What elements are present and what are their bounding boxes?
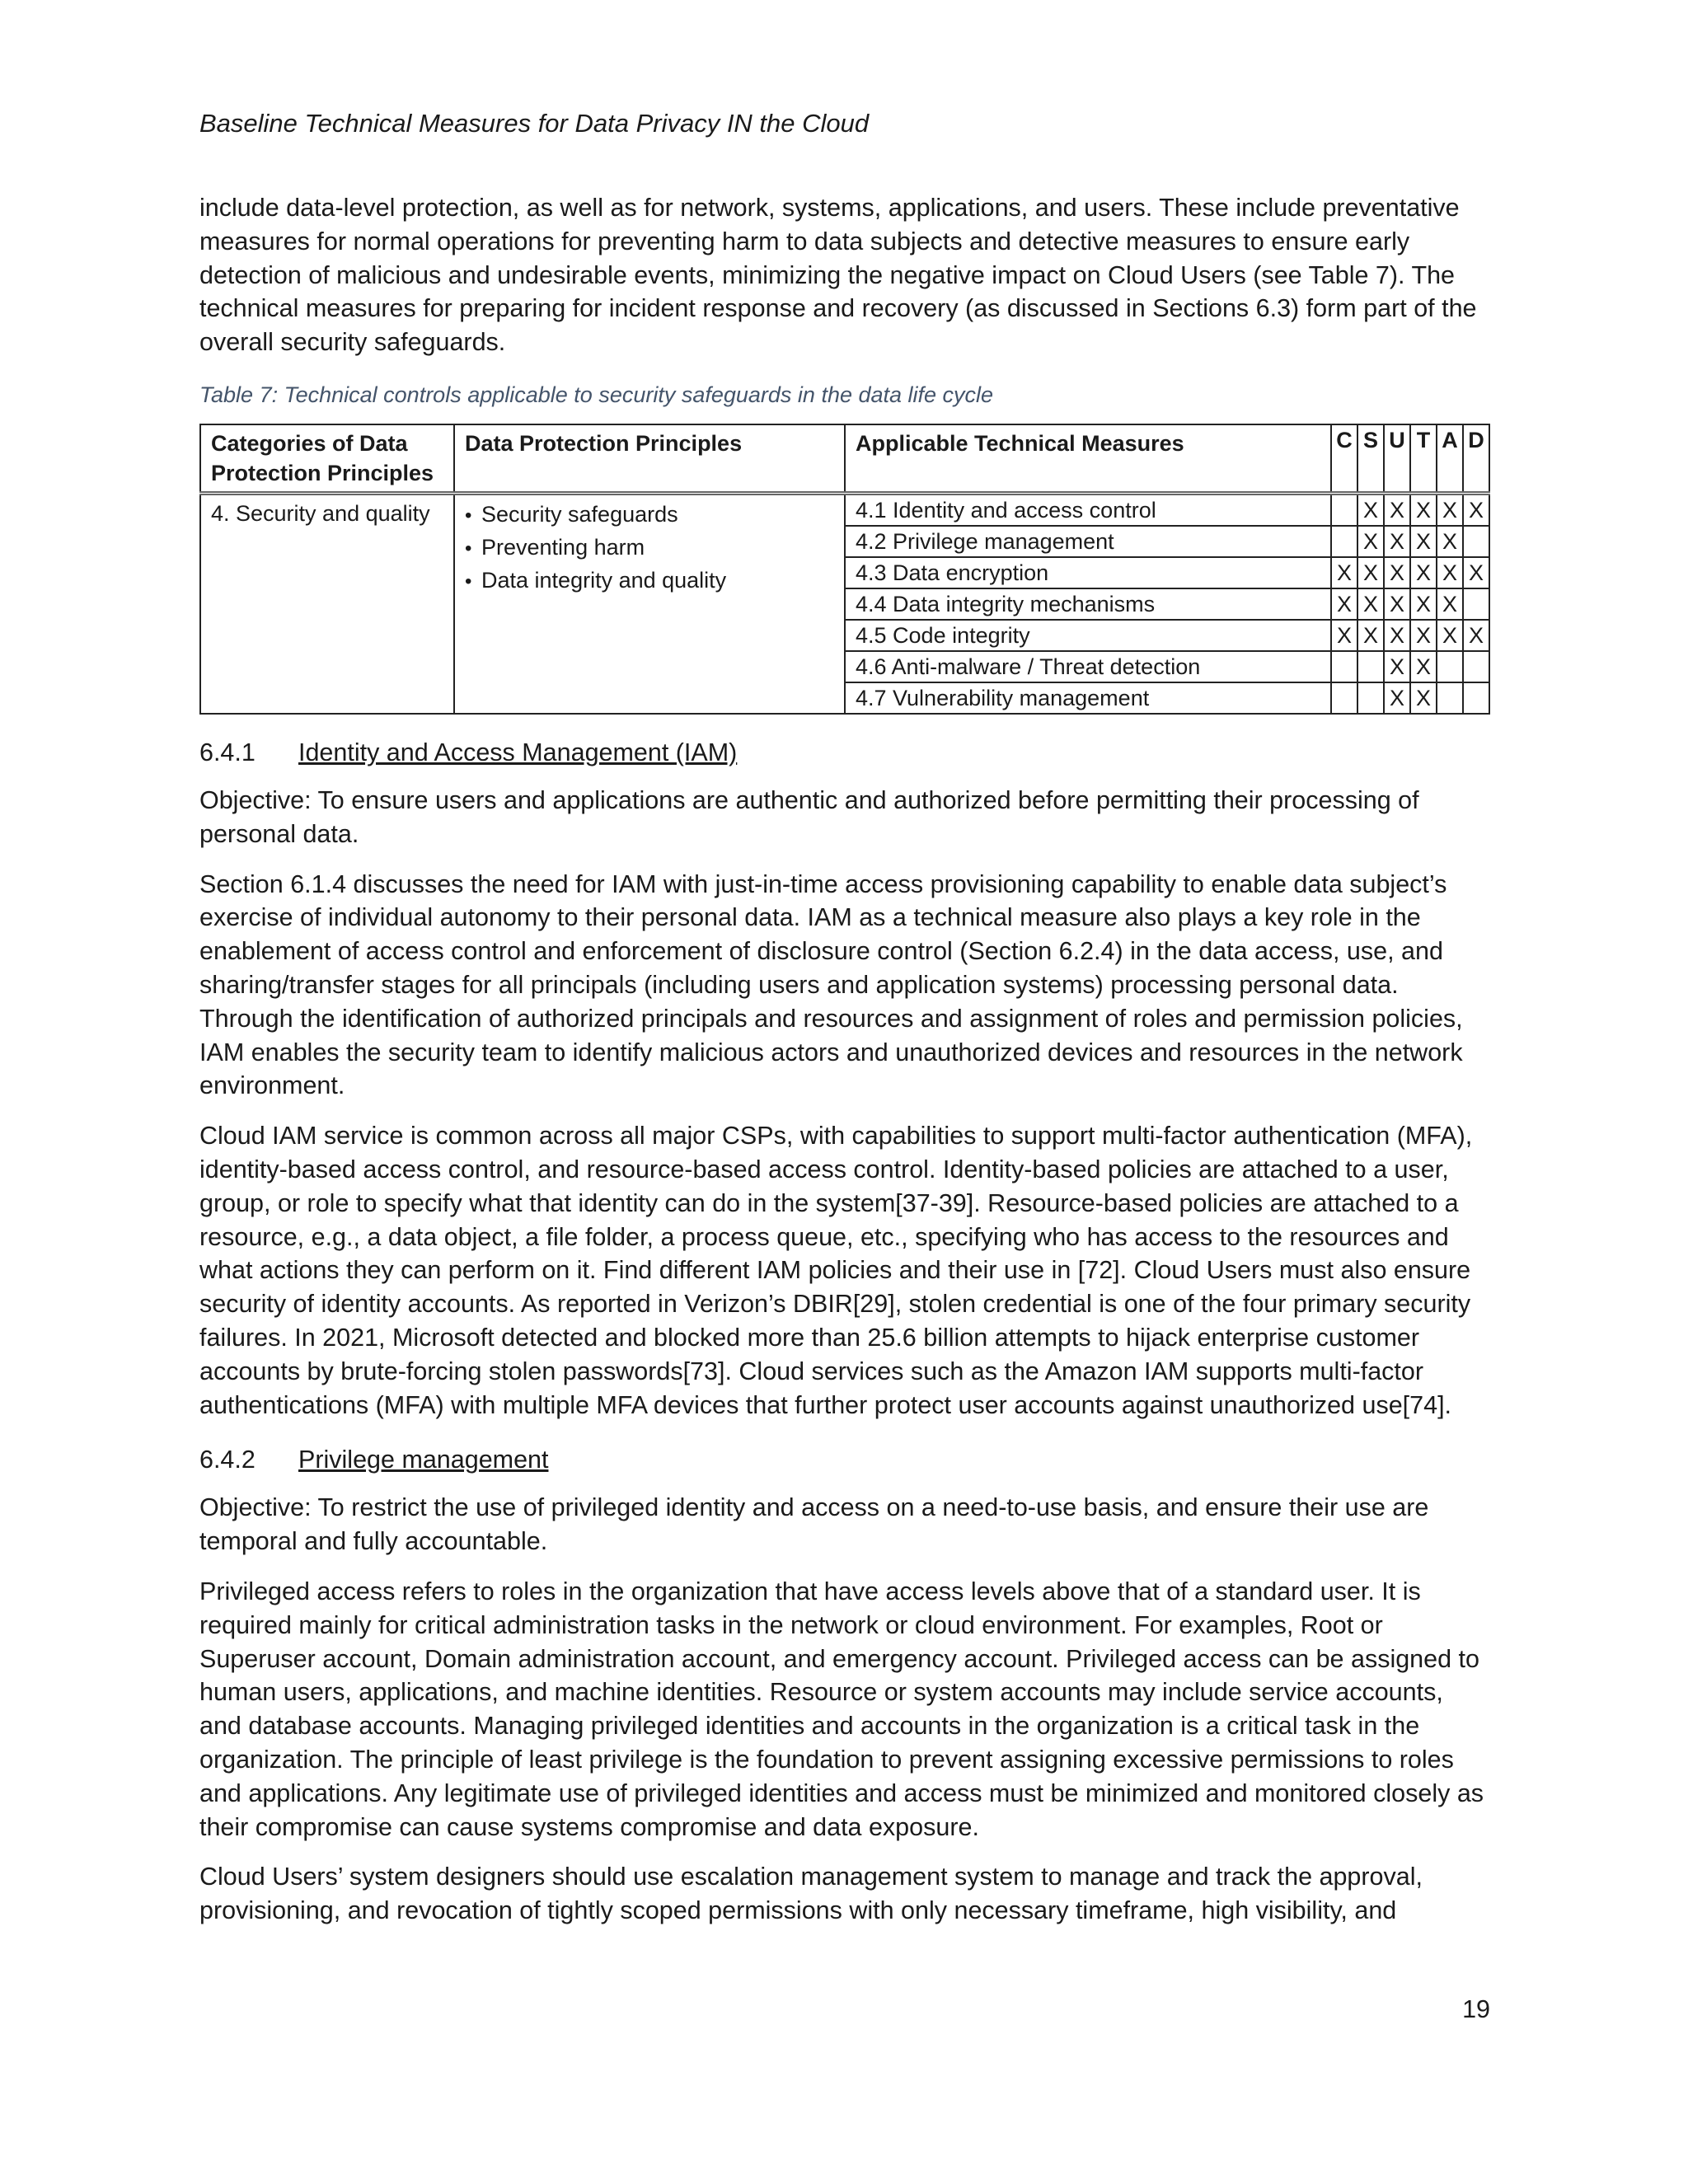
flag-cell [1331,493,1357,526]
category-cell: 4. Security and quality [200,493,454,714]
flag-cell: X [1437,526,1463,557]
measure-cell: 4.6 Anti-malware / Threat detection [845,651,1331,682]
flag-cell [1437,682,1463,714]
section-number: 6.4.1 [199,738,256,766]
header-flag-s: S [1357,424,1384,494]
header-flag-c: C [1331,424,1357,494]
flag-cell: X [1384,588,1410,620]
header-flag-d: D [1463,424,1489,494]
flag-cell: X [1410,682,1437,714]
flag-cell: X [1357,526,1384,557]
technical-controls-table [199,424,1490,715]
principles-cell [454,493,845,714]
flag-cell: X [1357,557,1384,588]
page-number: 19 [1462,1995,1490,2023]
flag-cell: X [1463,620,1489,651]
header-category: Categories of Data Protection Principles [200,424,454,494]
flag-cell [1331,682,1357,714]
running-header: Baseline Technical Measures for Data Privacy IN the Cloud [199,109,870,138]
flag-cell [1357,682,1384,714]
header-measures: Applicable Technical Measures [845,424,1331,494]
flag-cell [1463,682,1489,714]
intro-paragraph: include data-level protection, as well as for network, systems, applications, and users. These include preventative measures for normal operations for preventing harm to data subjects and detective measures to ensure early detection of malicious and undesirable events, minimizing the negative impact on Cloud Users (see Table 7). The technical measures for preparing for incident response and recovery (as discussed in Sections 6.3) form part of the overall security safeguards. [199,194,1477,357]
principles-list [465,499,834,598]
header-flag-a: A [1437,424,1463,494]
measure-cell: 4.2 Privilege management [845,526,1331,557]
flag-cell [1331,526,1357,557]
flag-cell: X [1437,588,1463,620]
principle-item: • Preventing harm [465,532,834,565]
flag-cell: X [1384,682,1410,714]
measure-cell: 4.7 Vulnerability management [845,682,1331,714]
flag-cell: X [1437,493,1463,526]
flag-cell: X [1331,588,1357,620]
header-principles: Data Protection Principles [454,424,845,494]
header-flag-u: U [1384,424,1410,494]
flag-cell [1331,651,1357,682]
iam-paragraph: Section 6.1.4 discusses the need for IAM with just-in-time access provisioning capability to enable data subject’s exercise of individual autonomy to their personal data. IAM as a technical measure also plays a key role in the enablement of access control and enforcement of disclosure control (Section 6.2.4) in the data access, use, and sharing/transfer stages for all principals (including users and application systems) processing personal data. Through the identification of authorized principals and resources and assignment of roles and permission policies, IAM enables the security team to identify malicious actors and unauthorized devices and resources in the network environment. [199,869,1463,1100]
flag-cell: X [1384,526,1410,557]
flag-cell: X [1410,620,1437,651]
measure-cell: 4.1 Identity and access control [845,493,1331,526]
flag-cell [1463,588,1489,620]
principle-item: • Security safeguards [465,499,834,532]
flag-cell: X [1410,588,1437,620]
flag-cell: X [1437,557,1463,588]
flag-cell: X [1384,557,1410,588]
flag-cell: X [1384,493,1410,526]
section-heading-iam [199,736,1490,769]
table-header-row [200,424,1489,494]
header-flag-t: T [1410,424,1437,494]
privilege-objective-paragraph: Objective: To restrict the use of privileged identity and access on a need-to-use basis, and ensure their use are temporal and fully accountable. [199,1493,1429,1556]
document-page [199,107,1490,1944]
flag-cell [1357,651,1384,682]
section-heading-privilege [199,1443,1490,1476]
flag-cell: X [1410,526,1437,557]
iam-objective-paragraph: Objective: To ensure users and applications are authentic and authorized before permitting their processing of personal data. [199,785,1419,848]
section-title: Identity and Access Management (IAM) [298,738,738,766]
flag-cell: X [1357,493,1384,526]
section-number: 6.4.2 [199,1446,256,1474]
flag-cell: X [1384,620,1410,651]
flag-cell: X [1384,651,1410,682]
iam-paragraph: Cloud IAM service is common across all major CSPs, with capabilities to support multi-factor authentication (MFA), identity-based access control, and resource-based access control. Identity-based policies are attached to a user, group, or role to specify what that identity can do in the system[37-39]. Resource-based policies are attached to a resource, e.g., a data object, a file folder, a process queue, etc., specifying who has access to the resources and what actions they can perform on it. Find different IAM policies and their use in [72]. Cloud Users must also ensure security of identity accounts. As reported in Verizon’s DBIR[29], stolen credential is one of the four primary security failures. In 2021, Microsoft detected and blocked more than 25.6 billion attempts to hijack enterprise customer accounts by brute-forcing stolen passwords[73]. Cloud services such as the Amazon IAM supports multi-factor authentications (MFA) with multiple MFA devices that further protect user accounts against unauthorized use[74]. [199,1122,1473,1419]
flag-cell: X [1463,493,1489,526]
flag-cell [1463,651,1489,682]
privilege-paragraph: Privileged access refers to roles in the organization that have access levels above that of a standard user. It is required mainly for critical administration tasks in the network or cloud environment. For examples, Root or Superuser account, Domain administration account, and emergency account. Privileged access can be assigned to human users, applications, and machine identities. Resource or system accounts may include service accounts, and database accounts. Managing privileged identities and accounts in the organization is a critical task in the organization. The principle of least privilege is the foundation to prevent assigning excessive permissions to roles and applications. Any legitimate use of privileged identities and access must be minimized and monitored closely as their compromise can cause systems compromise and data exposure. [199,1577,1484,1841]
flag-cell: X [1437,620,1463,651]
table-row [200,493,1489,526]
measure-cell: 4.3 Data encryption [845,557,1331,588]
privilege-paragraph: Cloud Users’ system designers should use escalation management system to manage and track the approval, provisioning, and revocation of tightly scoped permissions with only necessary timeframe, high visibility, and [199,1863,1423,1925]
measure-cell: 4.5 Code integrity [845,620,1331,651]
flag-cell: X [1410,651,1437,682]
flag-cell: X [1410,493,1437,526]
flag-cell: X [1410,557,1437,588]
flag-cell [1463,526,1489,557]
flag-cell: X [1357,588,1384,620]
measure-cell: 4.4 Data integrity mechanisms [845,588,1331,620]
flag-cell: X [1357,620,1384,651]
section-title: Privilege management [298,1446,549,1474]
flag-cell: X [1331,557,1357,588]
table-caption: Table 7: Technical controls applicable to security safeguards in the data life cycle [199,382,994,407]
flag-cell: X [1331,620,1357,651]
flag-cell: X [1463,557,1489,588]
principle-item: • Data integrity and quality [465,565,834,598]
flag-cell [1437,651,1463,682]
